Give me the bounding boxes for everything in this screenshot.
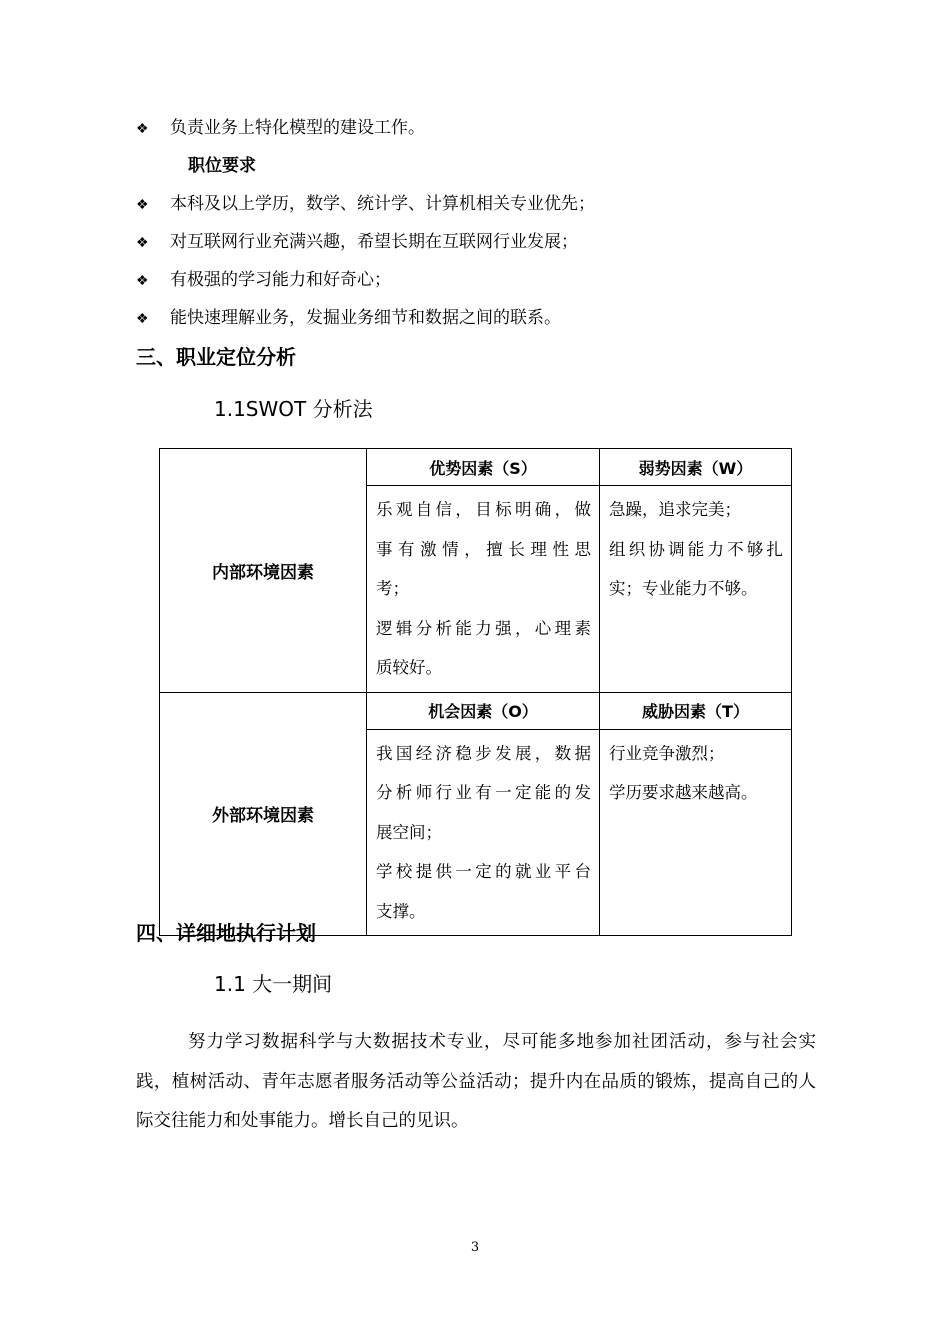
external-factors-label: 外部环境因素 — [160, 692, 367, 936]
opportunities-header: 机会因素（O） — [367, 692, 600, 729]
weaknesses-header: 弱势因素（W） — [600, 449, 792, 486]
cell-line: 组织协调能力不够扎 — [609, 539, 783, 559]
bullet-text: 对互联网行业充满兴趣，希望长期在互联网行业发展； — [170, 232, 578, 252]
cell-line: 实；专业能力不够。 — [609, 579, 758, 598]
diamond-bullet-icon: ❖ — [136, 273, 149, 289]
swot-table — [159, 448, 792, 936]
diamond-bullet-icon: ❖ — [136, 121, 149, 137]
diamond-bullet-icon: ❖ — [136, 235, 149, 251]
strengths-header: 优势因素（S） — [367, 449, 600, 486]
cell-line: 逻辑分析能力强，心理素 — [376, 618, 591, 638]
subsection-heading-freshman: 1.1 大一期间 — [214, 972, 333, 996]
cell-line: 事有激情，擅长理性思 — [376, 539, 591, 559]
cell-line: 乐观自信，目标明确，做 — [376, 500, 591, 519]
threats-header: 威胁因素（T） — [600, 692, 792, 729]
section-heading-4: 四、详细地执行计划 — [136, 921, 316, 945]
cell-line: 展空间； — [376, 822, 442, 842]
cell-line: 支撑。 — [376, 901, 426, 921]
body-paragraph: 努力学习数据科学与大数据技术专业，尽可能多地参加社团活动，参与社会实践，植树活动、青年志愿者服务活动等公益活动；提升内在品质的锻炼，提高自己的人际交往能力和处事能力。增长自己的见识。 — [136, 1032, 816, 1131]
bullet-text: 能快速理解业务，发掘业务细节和数据之间的联系。 — [170, 308, 561, 328]
cell-line: 我国经济稳步发展，数据 — [376, 743, 591, 763]
bullet-text: 有极强的学习能力和好奇心； — [170, 270, 391, 290]
table-row — [160, 692, 792, 729]
bullet-item-duty — [136, 115, 425, 141]
weaknesses-cell — [600, 486, 792, 693]
cell-line: 分析师行业有一定能的发 — [376, 783, 591, 802]
cell-line: 考； — [376, 579, 409, 598]
bullet-text: 本科及以上学历，数学、统计学、计算机相关专业优先； — [170, 194, 595, 214]
diamond-bullet-icon: ❖ — [136, 311, 149, 327]
bullet-item-requirement — [136, 267, 391, 293]
threats-cell — [600, 729, 792, 936]
page-number: 3 — [470, 1240, 480, 1255]
cell-line: 行业竞争激烈； — [609, 743, 725, 763]
requirements-heading: 职位要求 — [188, 156, 256, 176]
bullet-item-requirement — [136, 305, 561, 331]
strengths-cell — [367, 486, 600, 693]
opportunities-cell — [367, 729, 600, 936]
table-row — [160, 449, 792, 486]
internal-factors-label: 内部环境因素 — [160, 449, 367, 693]
cell-line: 学历要求越来越高。 — [609, 783, 758, 802]
bullet-item-requirement — [136, 229, 578, 255]
section-heading-3: 三、职业定位分析 — [136, 345, 296, 369]
diamond-bullet-icon: ❖ — [136, 197, 149, 213]
bullet-item-requirement — [136, 191, 595, 217]
cell-line: 学校提供一定的就业平台 — [376, 862, 591, 881]
cell-line: 质较好。 — [376, 658, 442, 677]
subsection-heading-swot: 1.1SWOT 分析法 — [214, 397, 373, 421]
cell-line: 急躁，追求完美； — [609, 500, 741, 519]
bullet-text: 负责业务上特化模型的建设工作。 — [170, 118, 425, 138]
